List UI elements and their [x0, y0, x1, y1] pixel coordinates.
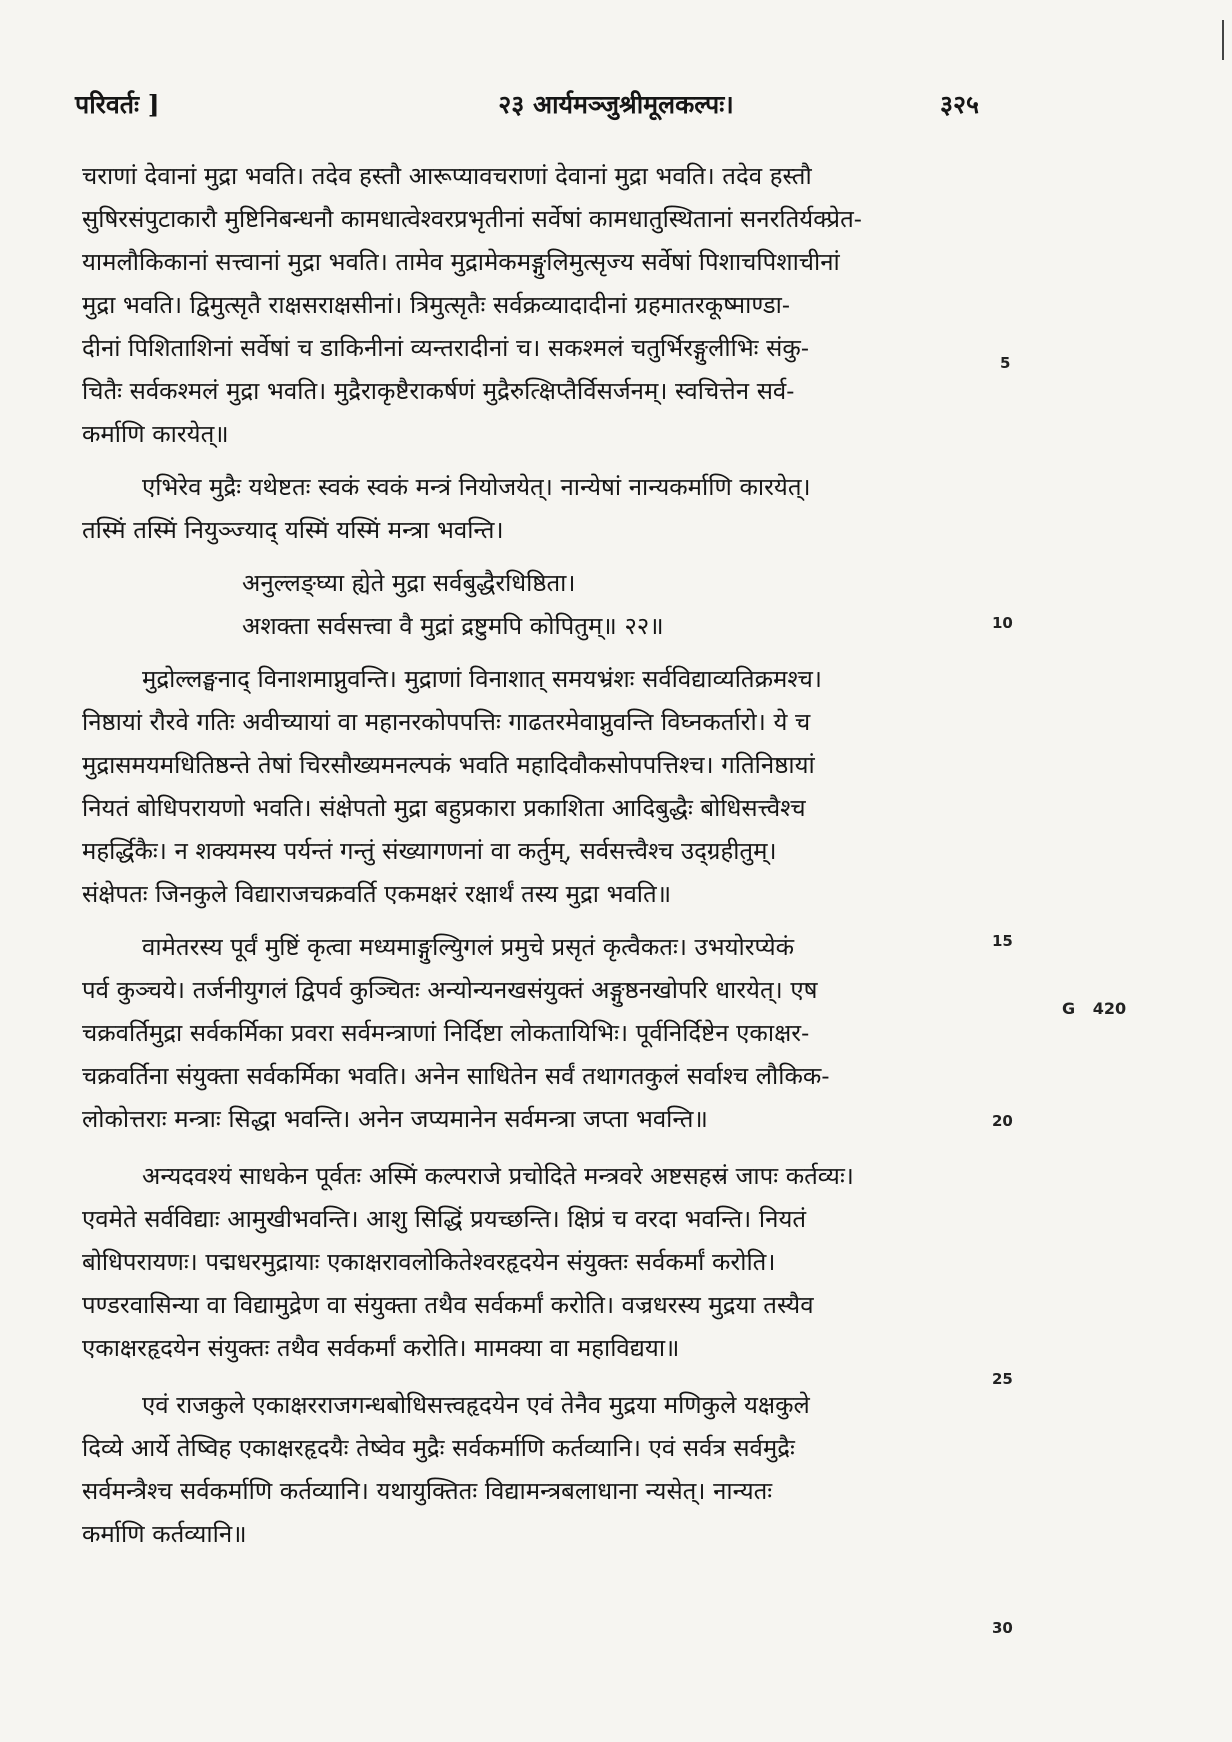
- text-line: तस्मिं तस्मिं नियुञ्ज्याद् यस्मिं यस्मिं मन्त्रा भवन्ति।: [82, 516, 504, 544]
- text-line: मुद्रोल्लङ्घनाद् विनाशमाप्नुवन्ति। मुद्राणां विनाशात् समयभ्रंशः सर्वविद्याव्यतिक्रमश्च।: [142, 665, 822, 693]
- running-title: २३ आर्यमञ्जुश्रीमूलकल्पः।: [498, 90, 734, 119]
- page-number: ३२५: [940, 90, 980, 119]
- text-line: नियतं बोधिपरायणो भवति। संक्षेपतो मुद्रा बहुप्रकारा प्रकाशिता आदिबुद्धैः बोधिसत्त्वैश्च: [82, 794, 806, 822]
- text-line: चक्रवर्तिना संयुक्ता सर्वकर्मिका भवति। अनेन साधितेन सर्वं तथागतकुलं सर्वाश्च लौकिक-: [82, 1062, 830, 1090]
- text-line: अन्यदवश्यं साधकेन पूर्वतः अस्मिं कल्पराजे प्रचोदिते मन्त्रवरे अष्टसहस्रं जापः कर्तव्यः।: [142, 1162, 854, 1190]
- text-line: एवं राजकुले एकाक्षरराजगन्धबोधिसत्त्वहृदयेन एवं तेनैव मुद्रया मणिकुले यक्षकुले: [142, 1391, 810, 1419]
- text-line: मुद्रा भवति। द्विमुत्सृतै राक्षसराक्षसीनां। त्रिमुत्सृतैः सर्वक्रव्यादादीनां ग्रहमातरकूष्माण्डा-: [82, 291, 790, 319]
- text-line: बोधिपरायणः। पद्मधरमुद्रायाः एकाक्षरावलोकितेश्वरहृदयेन संयुक्तः सर्वकर्मां करोति।: [82, 1248, 776, 1276]
- line-number-20: 20: [992, 1112, 1013, 1130]
- paragraph-5: [82, 1155, 1012, 1370]
- paragraph-3: [82, 658, 1012, 916]
- text-line: मुद्रासमयमधितिष्ठन्ते तेषां चिरसौख्यमनल्पकं भवति महादिवौकसोपपत्तिश्च। गतिनिष्ठायां: [82, 751, 815, 779]
- chapter-label: परिवर्तः ]: [75, 90, 160, 119]
- line-number-30: 30: [992, 1619, 1013, 1637]
- text-line: वामेतरस्य पूर्वं मुष्टिं कृत्वा मध्यमाङ्गुल्यिुगलं प्रमुचे प्रसृतं कृत्वैकतः। उभयोरप्येकं: [142, 933, 795, 961]
- text-line: लोकोत्तराः मन्त्राः सिद्धा भवन्ति। अनेन जप्यमानेन सर्वमन्त्रा जप्ता भवन्ति॥: [82, 1105, 708, 1133]
- text-line: सुषिरसंपुटाकारौ मुष्टिनिबन्धनौ कामधात्वेश्वरप्रभृतीनां सर्वेषां कामधातुस्थितानां सनरतिर्यक्प्रेत-: [82, 205, 862, 233]
- verse-line: अनुल्लङ्घ्या ह्येते मुद्रा सर्वबुद्धैरधिष्ठिता।: [242, 569, 576, 597]
- text-line: कर्माणि कारयेत्॥: [82, 420, 229, 448]
- text-line: पण्डरवासिन्या वा विद्यामुद्रेण वा संयुक्ता तथैव सर्वकर्मां करोति। वज्रधरस्य मुद्रया तस्यैव: [82, 1291, 814, 1319]
- line-number-5: 5: [1000, 354, 1011, 372]
- text-line: एभिरेव मुद्रैः यथेष्टतः स्वकं स्वकं मन्त्रं नियोजयेत्। नान्येषां नान्यकर्माणि कारयेत्।: [142, 473, 811, 501]
- text-line: चितैः सर्वकश्मलं मुद्रा भवति। मुद्रैराकृष्टैराकर्षणं मुद्रैरुत्क्षिप्तैर्विसर्जनम्। स्वचित्तेन सर्व-: [82, 377, 795, 405]
- text-line: एवमेते सर्वविद्याः आमुखीभवन्ति। आशु सिद्धिं प्रयच्छन्ति। क्षिप्रं च वरदा भवन्ति। नियतं: [82, 1205, 807, 1233]
- text-line: संक्षेपतः जिनकुले विद्याराजचक्रवर्ति एकमक्षरं रक्षार्थं तस्य मुद्रा भवति॥: [82, 880, 672, 908]
- text-line: महर्द्धिकैः। न शक्यमस्य पर्यन्तं गन्तुं संख्यागणनां वा कर्तुम्, सर्वसत्त्वैश्च उद्ग्रहीतुम्।: [82, 837, 777, 865]
- scan-edge-mark: [1222, 20, 1224, 60]
- text-line: चक्रवर्तिमुद्रा सर्वकर्मिका प्रवरा सर्वमन्त्राणां निर्दिष्टा लोकतायिभिः। पूर्वनिर्दिष्टेन एकाक्षर-: [82, 1019, 810, 1047]
- line-number-10: 10: [992, 614, 1013, 632]
- paragraph-1: [82, 155, 1012, 456]
- text-body: [82, 155, 1012, 1556]
- verse-22: [82, 562, 1012, 648]
- text-line: एकाक्षरहृदयेन संयुक्तः तथैव सर्वकर्मां करोति। मामक्या वा महाविद्यया॥: [82, 1334, 680, 1362]
- text-line: पर्व कुञ्चये। तर्जनीयुगलं द्विपर्व कुञ्चितः अन्योन्यनखसंयुक्तं अङ्गुष्ठनखोपरि धारयेत्। एष: [82, 976, 818, 1004]
- text-line: दीनां पिशिताशिनां सर्वेषां च डाकिनीनां व्यन्तरादीनां च। सकश्मलं चतुर्भिरङ्गुलीभिः संकु-: [82, 334, 809, 362]
- text-line: यामलौकिकानां सत्त्वानां मुद्रा भवति। तामेव मुद्रामेकमङ्गुलिमुत्सृज्य सर्वेषां पिशाचपिशाचीनां: [82, 248, 840, 276]
- paragraph-6: [82, 1384, 1012, 1556]
- paragraph-2: [82, 466, 1012, 552]
- line-number-15: 15: [992, 932, 1013, 950]
- verse-line: अशक्ता सर्वसत्त्वा वै मुद्रां द्रष्टुमपि कोपितुम्॥ २२॥: [242, 612, 664, 640]
- text-line: दिव्ये आर्ये तेष्विह एकाक्षरहृदयैः तेष्वेव मुद्रैः सर्वकर्माणि कर्तव्यानि। एवं सर्वत्र सर्वमुद्रैः: [82, 1434, 795, 1462]
- side-reference: G 420: [1062, 999, 1127, 1018]
- text-line: चराणां देवानां मुद्रा भवति। तदेव हस्तौ आरूप्यावचराणां देवानां मुद्रा भवति। तदेव हस्तौ: [82, 162, 812, 190]
- text-line: निष्ठायां रौरवे गतिः अवीच्यायां वा महानरकोपपत्तिः गाढतरमेवाप्नुवन्ति विघ्नकर्तारो। ये च: [82, 708, 811, 736]
- text-line: सर्वमन्त्रैश्च सर्वकर्माणि कर्तव्यानि। यथायुक्तितः विद्यामन्त्रबलाधाना न्यसेत्। नान्यतः: [82, 1477, 773, 1505]
- text-line: कर्माणि कर्तव्यानि॥: [82, 1520, 247, 1548]
- paragraph-4: [82, 926, 1012, 1141]
- line-number-25: 25: [992, 1370, 1013, 1388]
